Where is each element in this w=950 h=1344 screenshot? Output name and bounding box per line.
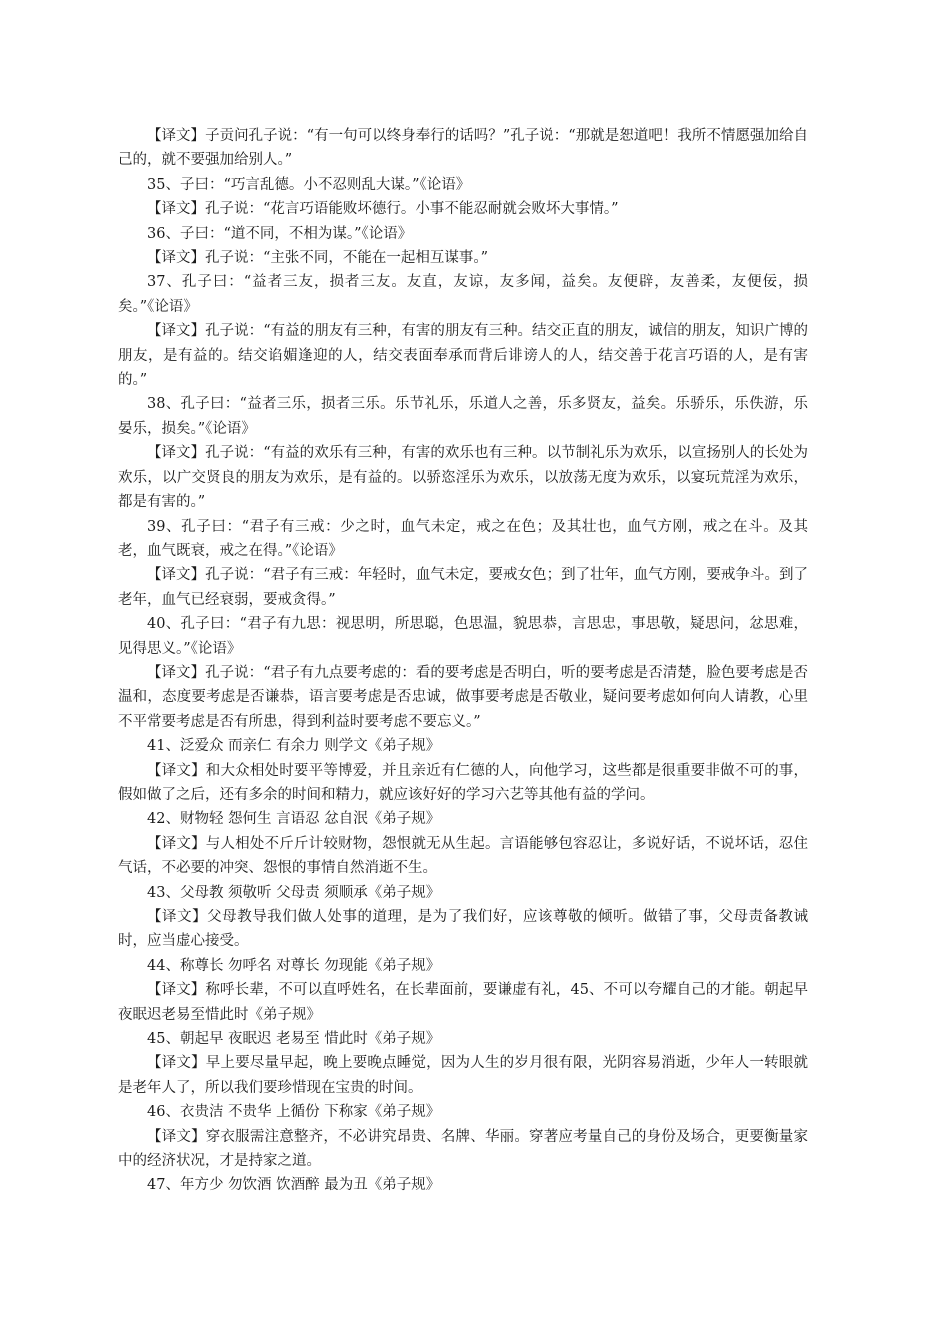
paragraph: 【译文】孔子说：“有益的朋友有三种，有害的朋友有三种。结交正直的朋友，诚信的朋友，知识广博的朋友，是有益的。结交谄媚逢迎的人，结交表面奉承而背后诽谤人的人，结交善于花言巧语的人，是有害的。” — [118, 323, 808, 389]
paragraph: 【译文】早上要尽量早起，晚上要晚点睡觉，因为人生的岁月很有限，光阴容易消逝，少年人一转眼就是老年人了，所以我们要珍惜现在宝贵的时间。 — [118, 1055, 808, 1096]
paragraph: 41、泛爱众 而亲仁 有余力 则学文《弟子规》 — [147, 738, 441, 755]
paragraph: 【译文】孔子说：“花言巧语能败坏德行。小事不能忍耐就会败坏大事情。” — [147, 201, 619, 218]
paragraph: 38、孔子曰：“益者三乐，损者三乐。乐节礼乐，乐道人之善，乐多贤友，益矣。乐骄乐，乐佚游，乐晏乐，损矣。”《论语》 — [118, 396, 808, 437]
paragraph: 37、孔子曰：“益者三友，损者三友。友直，友谅，友多闻，益矣。友便辟，友善柔，友便佞，损矣。”《论语》 — [118, 274, 808, 315]
paragraph: 【译文】孔子说：“主张不同，不能在一起相互谋事。” — [147, 250, 489, 267]
paragraph: 36、子曰：“道不同，不相为谋。”《论语》 — [147, 225, 413, 242]
document-page — [118, 124, 808, 1198]
paragraph: 42、财物轻 怨何生 言语忍 忿自泯《弟子规》 — [147, 811, 441, 828]
paragraph: 40、孔子曰：“君子有九思：视思明，所思聪，色思温，貌思恭，言思忠，事思敬，疑思问，忿思难，见得思义。”《论语》 — [118, 616, 808, 657]
paragraph: 【译文】孔子说：“有益的欢乐有三种，有害的欢乐也有三种。以节制礼乐为欢乐，以宣扬别人的长处为欢乐，以广交贤良的朋友为欢乐，是有益的。以骄恣淫乐为欢乐，以放荡无度为欢乐，以宴玩荒淫为欢乐，都是有害的。” — [118, 445, 808, 511]
paragraph: 【译文】孔子说：“君子有九点要考虑的：看的要考虑是否明白，听的要考虑是否清楚，脸色要考虑是否温和，态度要考虑是否谦恭，语言要考虑是否忠诚，做事要考虑是否敬业，疑问要考虑如何向人请教，心里不平常要考虑是否有所患，得到利益时要考虑不要忘义。” — [118, 664, 808, 730]
paragraph: 45、朝起早 夜眠迟 老易至 惜此时《弟子规》 — [147, 1031, 441, 1048]
paragraph: 【译文】父母教导我们做人处事的道理，是为了我们好，应该尊敬的倾听。做错了事，父母责备教诫时，应当虚心接受。 — [118, 909, 808, 950]
paragraph: 46、衣贵洁 不贵华 上循份 下称家《弟子规》 — [147, 1104, 441, 1121]
paragraph: 44、称尊长 勿呼名 对尊长 勿现能《弟子规》 — [147, 957, 441, 974]
paragraph: 39、孔子曰：“君子有三戒：少之时，血气未定，戒之在色；及其壮也，血气方刚，戒之在斗。及其老，血气既衰，戒之在得。”《论语》 — [118, 518, 808, 559]
paragraph: 47、年方少 勿饮酒 饮酒醉 最为丑《弟子规》 — [147, 1177, 441, 1194]
paragraph: 【译文】与人相处不斤斤计较财物，怨恨就无从生起。言语能够包容忍让，多说好话，不说坏话，忍住气话，不必要的冲突、怨恨的事情自然消逝不生。 — [118, 835, 808, 877]
paragraph: 【译文】称呼长辈，不可以直呼姓名，在长辈面前，要谦虚有礼，45、不可以夸耀自己的才能。朝起早夜眠迟老易至惜此时《弟子规》 — [118, 982, 808, 1023]
paragraph: 【译文】和大众相处时要平等博爱，并且亲近有仁德的人，向他学习，这些都是很重要非做不可的事，假如做了之后，还有多余的时间和精力，就应该好好的学习六艺等其他有益的学问。 — [118, 762, 808, 803]
paragraph: 【译文】子贡问孔子说：“有一句可以终身奉行的话吗？”孔子说：“那就是恕道吧！我所不情愿强加给自己的，就不要强加给别人。” — [118, 128, 808, 169]
paragraph: 【译文】穿衣服需注意整齐，不必讲究昂贵、名牌、华丽。穿著应考量自己的身份及场合，更要衡量家中的经济状况，才是持家之道。 — [118, 1128, 808, 1170]
paragraph: 43、父母教 须敬听 父母责 须顺承《弟子规》 — [147, 884, 441, 901]
paragraph: 35、子曰：“巧言乱德。小不忍则乱大谋。”《论语》 — [147, 176, 471, 193]
paragraph: 【译文】孔子说：“君子有三戒：年轻时，血气未定，要戒女色；到了壮年，血气方刚，要戒争斗。到了老年，血气已经衰弱，要戒贪得。” — [118, 567, 808, 608]
